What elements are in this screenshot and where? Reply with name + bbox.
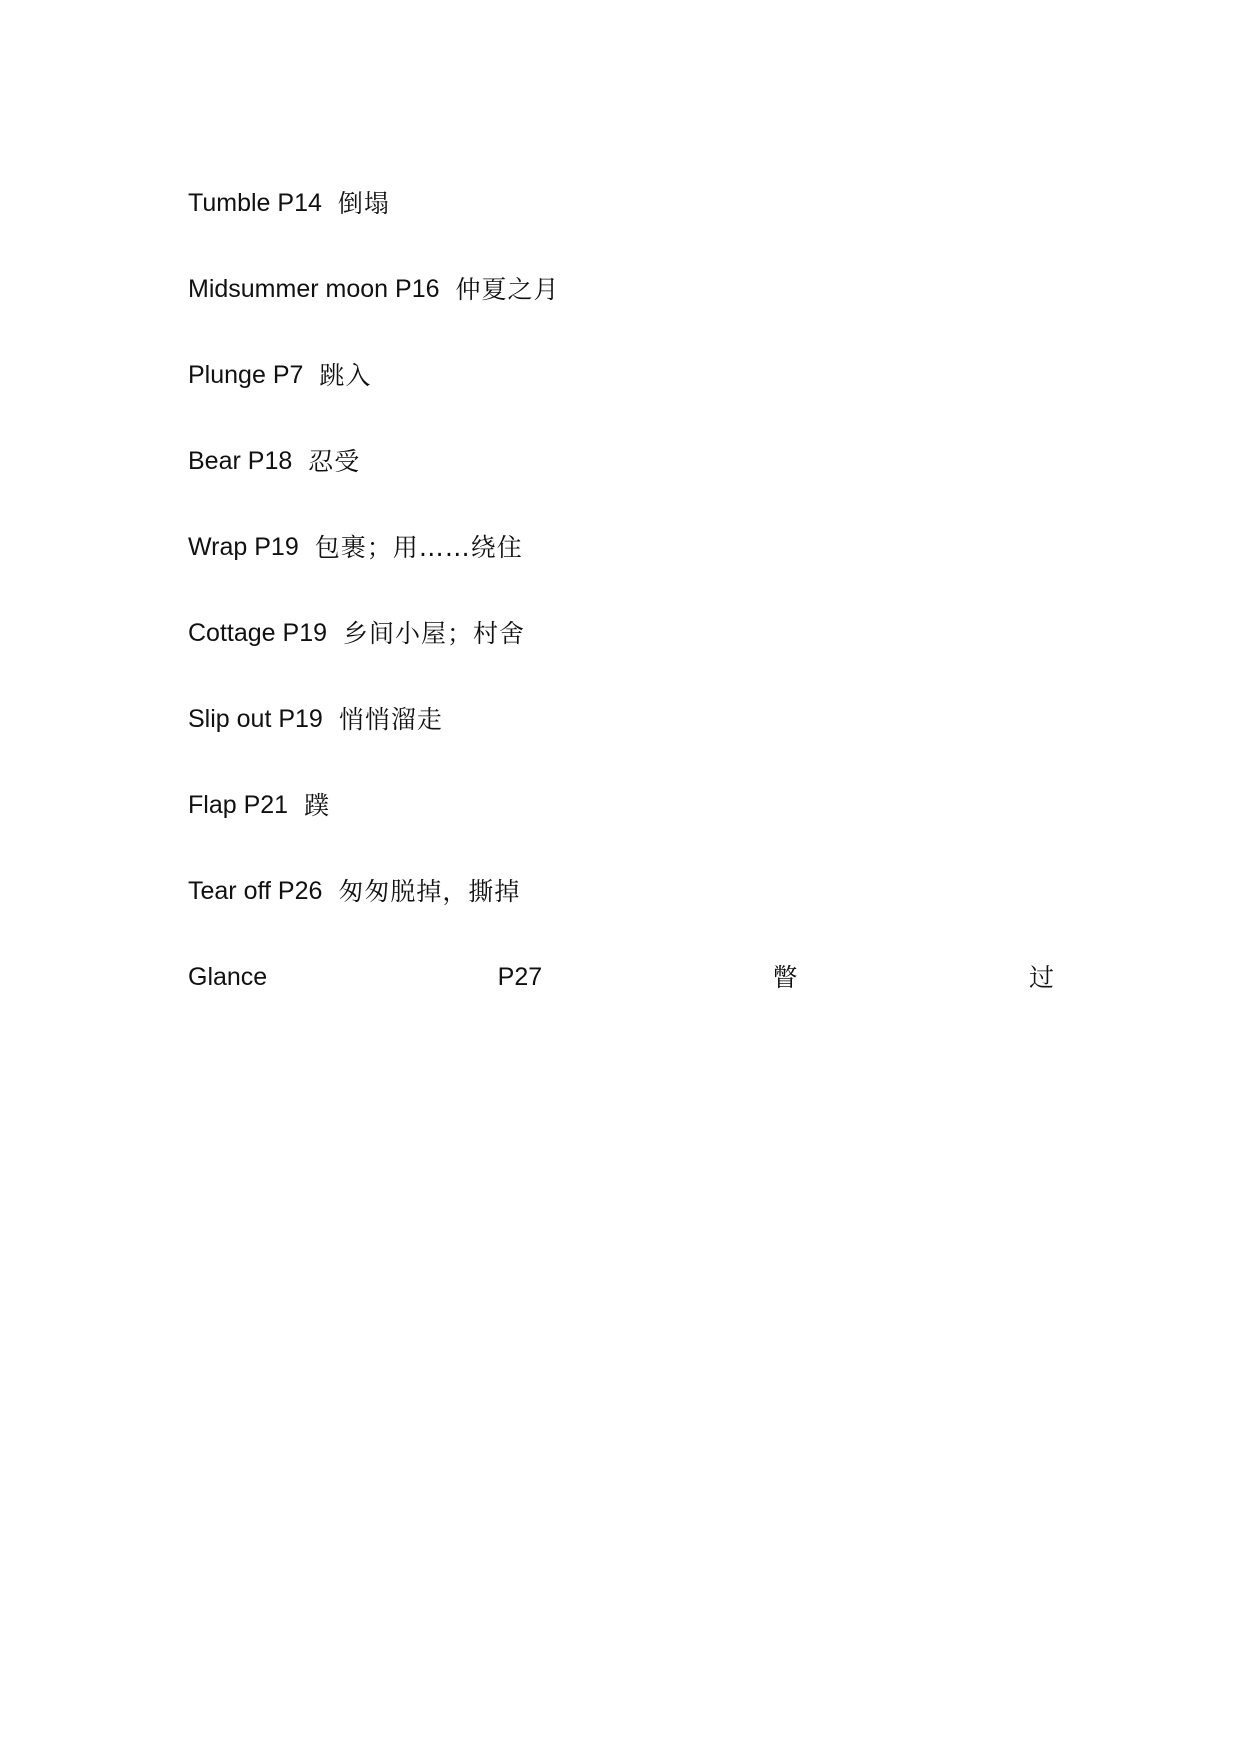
vocab-word: Bear (188, 446, 241, 475)
vocab-meaning-part: 瞥 (772, 962, 799, 992)
vocab-meaning: 蹼 (304, 790, 331, 820)
vocab-entry (188, 504, 1068, 590)
vocab-word: Slip out (188, 704, 272, 733)
vocab-page-ref: P19 (282, 618, 327, 647)
vocab-entry (188, 762, 1068, 848)
vocabulary-list (188, 160, 1068, 1020)
vocab-meaning: 倒塌 (337, 188, 390, 218)
vocab-entry (188, 848, 1068, 934)
vocab-page-ref: P19 (278, 704, 323, 733)
vocab-page-ref: P7 (272, 360, 304, 389)
vocab-meaning: 匆匆脱掉，撕掉 (338, 876, 521, 906)
vocab-word: Cottage (188, 618, 276, 647)
vocab-page-ref: P21 (243, 790, 289, 819)
vocab-word: Midsummer moon (188, 274, 389, 303)
vocab-word: Tear off (188, 876, 271, 905)
vocab-meaning: 仲夏之月 (455, 274, 560, 304)
vocab-entry (188, 160, 1068, 246)
vocab-word: Wrap (188, 532, 248, 561)
vocab-page-ref: P18 (247, 446, 293, 475)
vocab-meaning: 乡间小屋；村舍 (343, 618, 526, 648)
vocab-meaning: 包裹；用……绕住 (314, 532, 523, 562)
vocab-entry (188, 246, 1068, 332)
vocab-page-ref: P19 (254, 532, 299, 561)
vocab-entry (188, 418, 1068, 504)
vocab-meaning-part: 过 (1028, 962, 1055, 992)
vocab-meaning: 悄悄溜走 (338, 704, 443, 734)
vocab-page-ref: P27 (497, 962, 543, 991)
vocab-meaning: 忍受 (308, 446, 361, 476)
vocab-meaning: 跳入 (319, 360, 372, 390)
vocab-entry (188, 590, 1068, 676)
vocab-word: Tumble (188, 188, 271, 217)
vocab-entry-justified (188, 934, 1055, 1020)
vocab-word: Glance (188, 962, 268, 991)
vocab-word: Flap (188, 790, 237, 819)
vocab-word: Plunge (188, 360, 266, 389)
vocab-page-ref: P14 (277, 188, 322, 217)
vocab-entry (188, 676, 1068, 762)
vocab-page-ref: P26 (277, 876, 323, 905)
vocab-entry (188, 332, 1068, 418)
vocab-page-ref: P16 (395, 274, 440, 303)
